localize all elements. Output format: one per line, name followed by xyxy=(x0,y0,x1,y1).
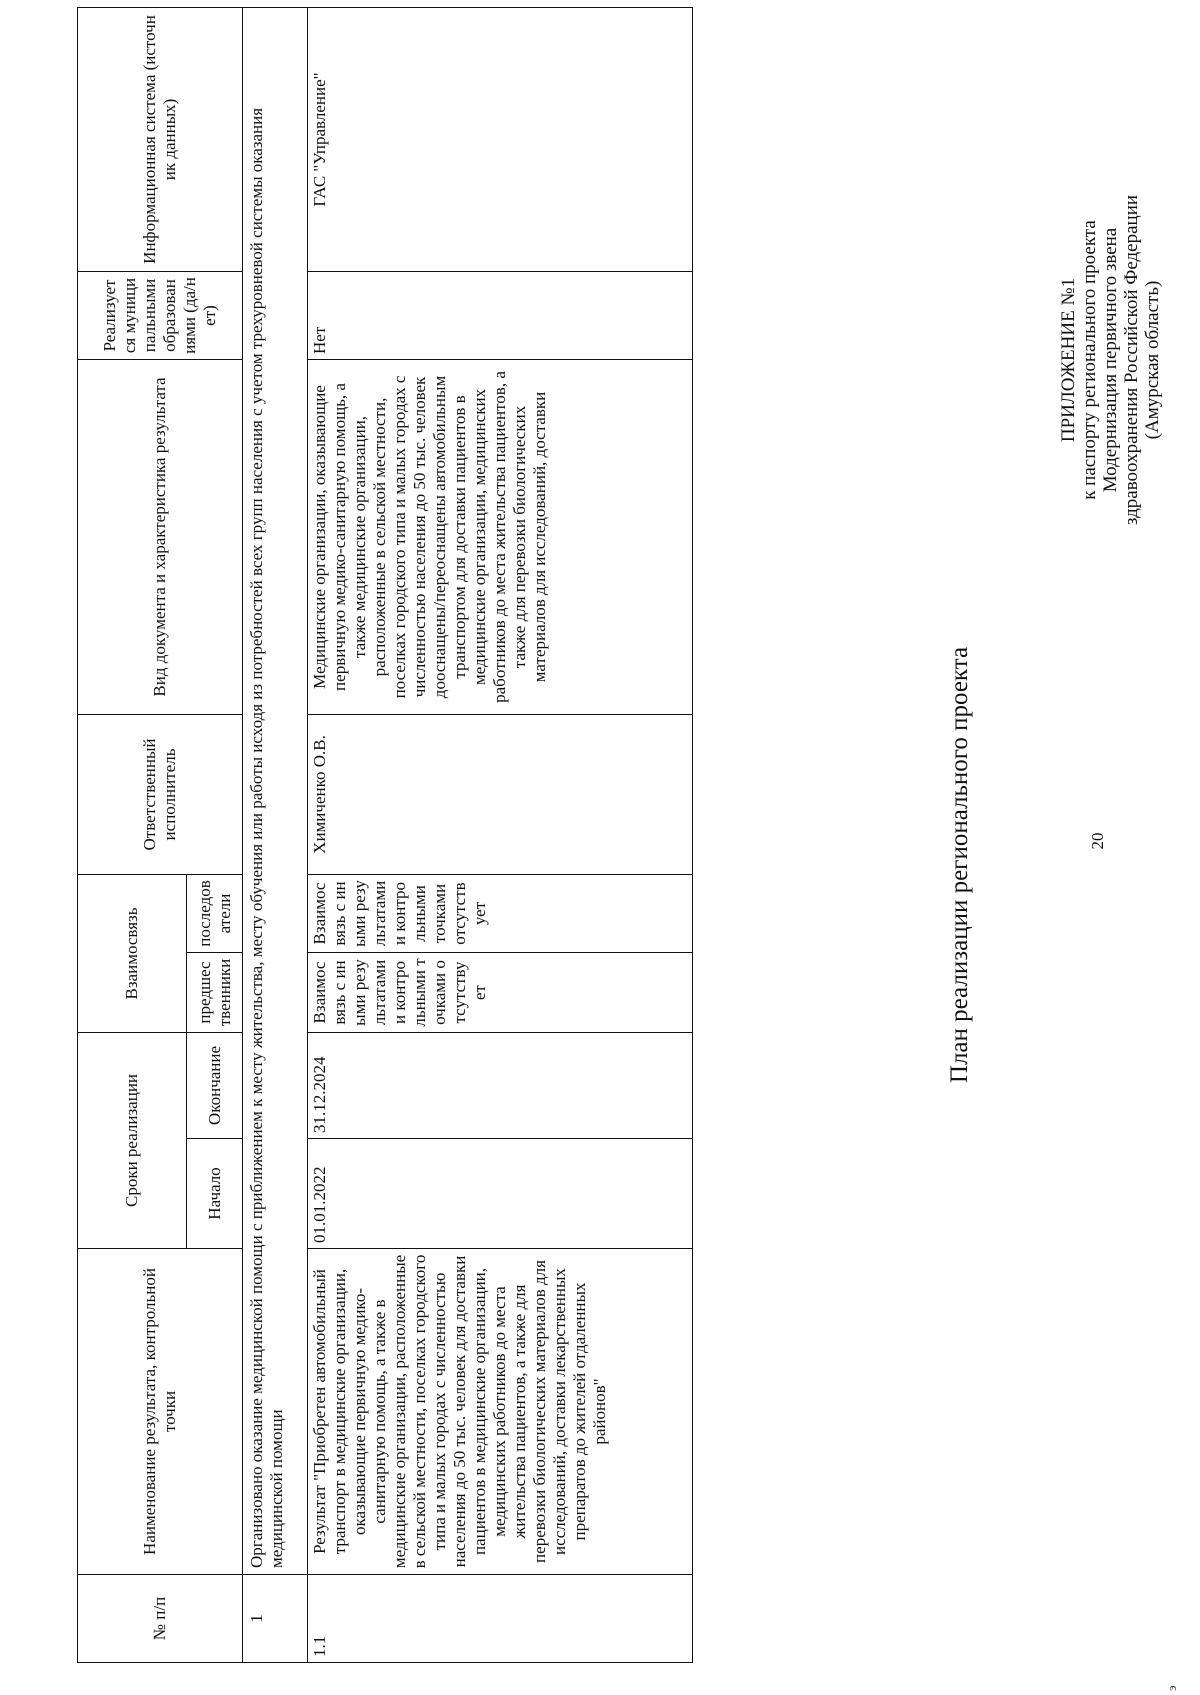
header-municipal: Реализуется муниципальными образованиями (да/нет) xyxy=(78,271,243,359)
appendix-header xyxy=(1058,165,1163,555)
header-successors: последователи xyxy=(187,874,243,952)
header-end: Окончание xyxy=(187,1033,243,1139)
appendix-line: Модернизация первичного звена xyxy=(1100,227,1121,493)
implementation-plan-table xyxy=(77,7,693,1663)
header-number: № п/п xyxy=(78,1575,243,1663)
appendix-line: (Амурская область) xyxy=(1142,280,1163,440)
row-predecessors: Взаимосвязь с иными результатами и контрольными точками отсутствует xyxy=(308,953,693,1033)
group-number: 1 xyxy=(243,1575,308,1663)
row-document: Медицинские организации, оказывающие первичную медико-санитарную помощь, а также медицинские организации, расположенные в сельской местности, поселках городского типа и малых городах с численностью населения до 50 тыс. человек дооснащены/переоснащены автомобильным транспортом для доставки пациентов в медицинские организации, медицинских работников до места жительства пациентов, а также для перевозки биологических материалов для исследований, доставки xyxy=(308,359,693,714)
row-name: Результат "Приобретен автомобильный транспорт в медицинские организации, оказывающие первичную медико-санитарную помощь, а также в медицинские организации, расположенные в сельской местности, поселках городского типа и малых городах с численностью населения до 50 тыс. человек для доставки пациентов в медицинские организации, медицинских работников до места жительства пациентов, а также для перевозки биологических материалов для исследований, доставки лекарственных препаратов до жителей отдаленных районов" xyxy=(308,1249,693,1575)
row-municipal: Нет xyxy=(308,271,693,359)
page-number: 20 xyxy=(1088,832,1107,850)
header-row xyxy=(78,7,187,1662)
group-text: Организовано оказание медицинской помощи с приближением к месту жительства, месту обучения или работы исходя из потребностей всех групп населения с учетом трехуровневой системы оказания медицинской помощи xyxy=(243,7,308,1574)
header-relation: Взаимосвязь xyxy=(78,874,187,1032)
row-info-system: ГАС "Управление" xyxy=(308,7,693,271)
row-end: 31.12.2024 xyxy=(308,1033,693,1139)
header-predecessors: предшественники xyxy=(187,953,243,1033)
plan-title: План реализации регионального проекта xyxy=(946,646,973,1084)
header-info-system: Информационная система (источник данных) xyxy=(78,7,243,271)
page-corner-mark: э xyxy=(1164,1685,1179,1691)
header-document: Вид документа и характеристика результата xyxy=(78,359,243,714)
group-row xyxy=(243,7,308,1662)
row-start: 01.01.2022 xyxy=(308,1139,693,1249)
row-number: 1.1 xyxy=(308,1575,693,1663)
header-terms: Сроки реализации xyxy=(78,1033,187,1249)
table-row xyxy=(308,7,693,1662)
appendix-title: ПРИЛОЖЕНИЕ №1 xyxy=(1058,277,1079,443)
appendix-line: здравоохранения Российской Федерации xyxy=(1121,194,1142,526)
header-start: Начало xyxy=(187,1139,243,1249)
row-responsible: Химиченко О.В. xyxy=(308,714,693,874)
header-name: Наименование результата, контрольной точки xyxy=(78,1249,243,1575)
row-successors: Взаимосвязь с иными результатами и контрольными точками отсутствует xyxy=(308,874,693,952)
appendix-line: к паспорту регионального проекта xyxy=(1079,220,1100,500)
header-responsible: Ответственный исполнитель xyxy=(78,714,243,874)
